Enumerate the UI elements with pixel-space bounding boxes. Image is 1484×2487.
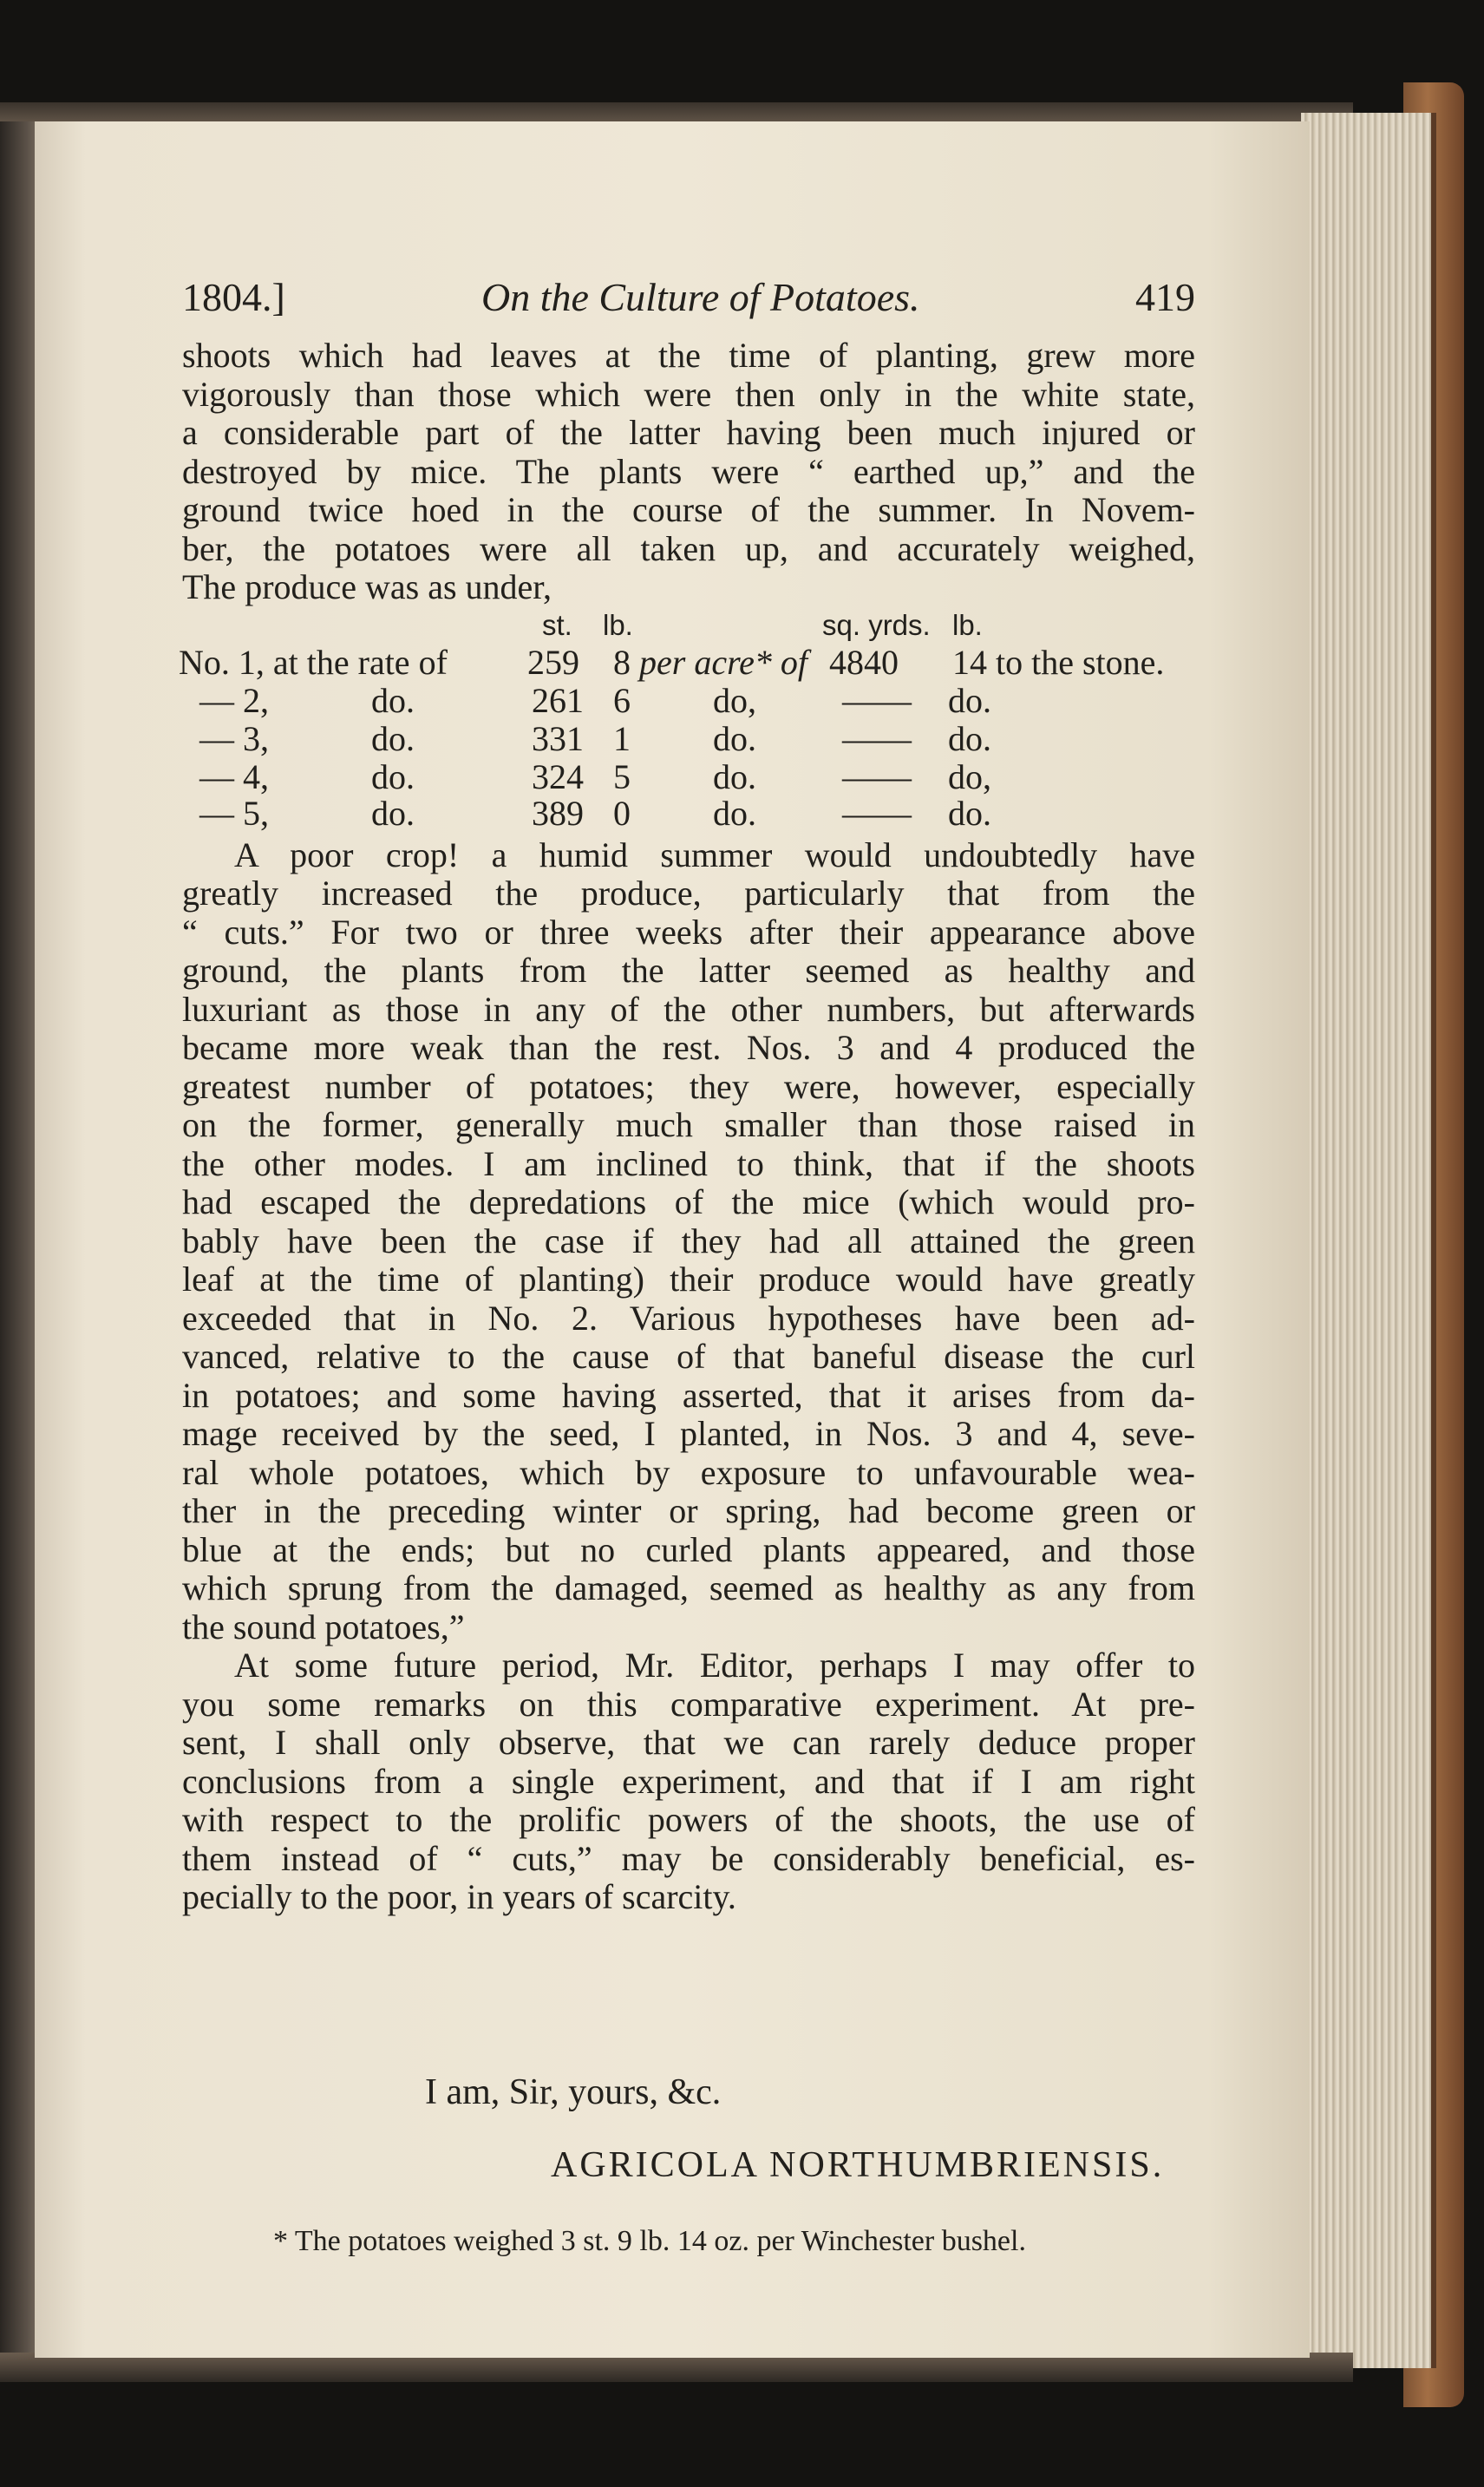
cell-st: 331 xyxy=(532,718,584,758)
text-line: leaf at the time of planting) their produce would have greatly xyxy=(182,1260,1195,1299)
cell-lb: 0 xyxy=(613,793,631,833)
page-edges xyxy=(1301,113,1436,2368)
cell-do: do, xyxy=(948,756,991,796)
text-line: pecially to the poor, in years of scarcity. xyxy=(182,1877,736,1916)
text-line: sent, I shall only observe, that we can rarely deduce proper xyxy=(182,1723,1195,1762)
cell-st: 261 xyxy=(532,680,584,720)
cell-do: do. xyxy=(371,756,415,796)
text-line: bably have been the case if they had all attained the green xyxy=(182,1221,1195,1260)
cell-do: do. xyxy=(713,756,756,796)
text-line: ground twice hoed in the course of the summer. In Novem- xyxy=(182,490,1195,529)
paragraph-3 xyxy=(182,1646,1195,1917)
cell-sq: 4840 xyxy=(829,642,899,682)
text-line: the other modes. I am inclined to think, that if the shoots xyxy=(182,1143,1195,1183)
paragraph-2 xyxy=(182,836,1195,1647)
row-label: — 3, xyxy=(199,718,269,758)
cell-lb: 8 xyxy=(613,642,631,682)
running-header xyxy=(182,274,1195,335)
cell-lb: 1 xyxy=(613,718,631,758)
cell-stone: 14 to the stone. xyxy=(952,642,1165,682)
closing-salutation: I am, Sir, yours, &c. xyxy=(425,2072,722,2112)
text-line: became more weak than the rest. Nos. 3 and 4 produced the xyxy=(182,1028,1195,1067)
text-line: “ cuts.” For two or three weeks after their appearance above xyxy=(182,912,1195,952)
row-label: — 2, xyxy=(199,680,269,720)
header-title: On the Culture of Potatoes. xyxy=(481,275,920,319)
cell-st: 259 xyxy=(527,642,579,682)
cell-st: 389 xyxy=(532,793,584,833)
page-number: 419 xyxy=(1135,275,1195,319)
text-line: had escaped the depredations of the mice (which would pro- xyxy=(182,1182,1195,1221)
cell-dash: —— xyxy=(842,680,912,720)
cell-do: do. xyxy=(948,680,991,720)
paragraph-1 xyxy=(182,337,1195,607)
text-line: them instead of “ cuts,” may be considerably beneficial, es- xyxy=(182,1838,1195,1878)
text-line: shoots which had leaves at the time of planting, grew more xyxy=(182,336,1195,375)
text-line: mage received by the seed, I planted, in Nos. 3 and 4, seve- xyxy=(182,1414,1195,1453)
text-line: you some remarks on this comparative experiment. At pre- xyxy=(182,1684,1195,1724)
text-line: A poor crop! a humid summer would undoubtedly have xyxy=(234,834,1195,874)
cell-do: do. xyxy=(371,793,415,833)
text-line: At some future period, Mr. Editor, perhaps I may offer to xyxy=(234,1646,1195,1685)
text-line: The produce was as under, xyxy=(182,567,552,606)
text-line: conclusions from a single experiment, and that if I am right xyxy=(182,1761,1195,1801)
text-line: vanced, relative to the cause of that baneful disease the curl xyxy=(182,1337,1195,1376)
text-line: ground, the plants from the latter seemed as healthy and xyxy=(182,951,1195,990)
text-line: blue at the ends; but no curled plants appeared, and those xyxy=(182,1529,1195,1569)
text-line: ral whole potatoes, which by exposure to unfavourable wea- xyxy=(182,1452,1195,1492)
row-label: No. 1, at the rate of xyxy=(179,642,448,682)
text-line: greatest number of potatoes; they were, however, especially xyxy=(182,1066,1195,1106)
text-line: the sound potatoes,” xyxy=(182,1607,465,1646)
cell-do: do. xyxy=(948,793,991,833)
header-year: 1804.] xyxy=(182,275,285,319)
cell-do: do. xyxy=(371,718,415,758)
col-header-st: st. xyxy=(542,608,572,641)
text-line: with respect to the prolific powers of the shoots, the use of xyxy=(182,1800,1195,1839)
footnote: * The potatoes weighed 3 st. 9 lb. 14 oz. per Winchester bushel. xyxy=(273,2225,1026,2257)
cell-lb: 5 xyxy=(613,756,631,796)
cell-do: do, xyxy=(713,680,756,720)
text-line: vigorously than those which were then only in the white state, xyxy=(182,374,1195,414)
body-text xyxy=(179,336,1195,1917)
cell-dash: —— xyxy=(842,793,912,833)
text-line: luxuriant as those in any of the other numbers, but afterwards xyxy=(182,989,1195,1029)
col-header-sqyrds: sq. yrds. xyxy=(822,608,931,641)
produce-table xyxy=(179,607,1195,833)
cell-per-acre: per acre* of xyxy=(639,642,808,682)
book-page xyxy=(35,121,1310,2358)
cell-st: 324 xyxy=(532,756,584,796)
text-line: in potatoes; and some having asserted, that it arises from da- xyxy=(182,1375,1195,1415)
text-line: ther in the preceding winter or spring, had become green or xyxy=(182,1491,1195,1530)
cell-do: do. xyxy=(371,680,415,720)
cell-dash: —— xyxy=(842,756,912,796)
text-line: ber, the potatoes were all taken up, and accurately weighed, xyxy=(182,528,1195,568)
row-label: — 5, xyxy=(199,793,269,833)
col-header-lb: lb. xyxy=(603,608,633,641)
cell-do: do. xyxy=(713,793,756,833)
row-label: — 4, xyxy=(199,756,269,796)
text-line: on the former, generally much smaller than those raised in xyxy=(182,1105,1195,1144)
col-header-lb2: lb. xyxy=(952,608,983,641)
text-line: exceeded that in No. 2. Various hypotheses have been ad- xyxy=(182,1298,1195,1338)
text-line: a considerable part of the latter having been much injured or xyxy=(182,413,1195,452)
signature: AGRICOLA NORTHUMBRIENSIS. xyxy=(551,2145,1165,2185)
cell-dash: —— xyxy=(842,718,912,758)
text-line: destroyed by mice. The plants were “ earthed up,” and the xyxy=(182,451,1195,491)
cell-do: do. xyxy=(948,718,991,758)
text-line: greatly increased the produce, particularly that from the xyxy=(182,874,1195,913)
text-line: which sprung from the damaged, seemed as healthy as any from xyxy=(182,1568,1195,1607)
cell-do: do. xyxy=(713,718,756,758)
cell-lb: 6 xyxy=(613,680,631,720)
